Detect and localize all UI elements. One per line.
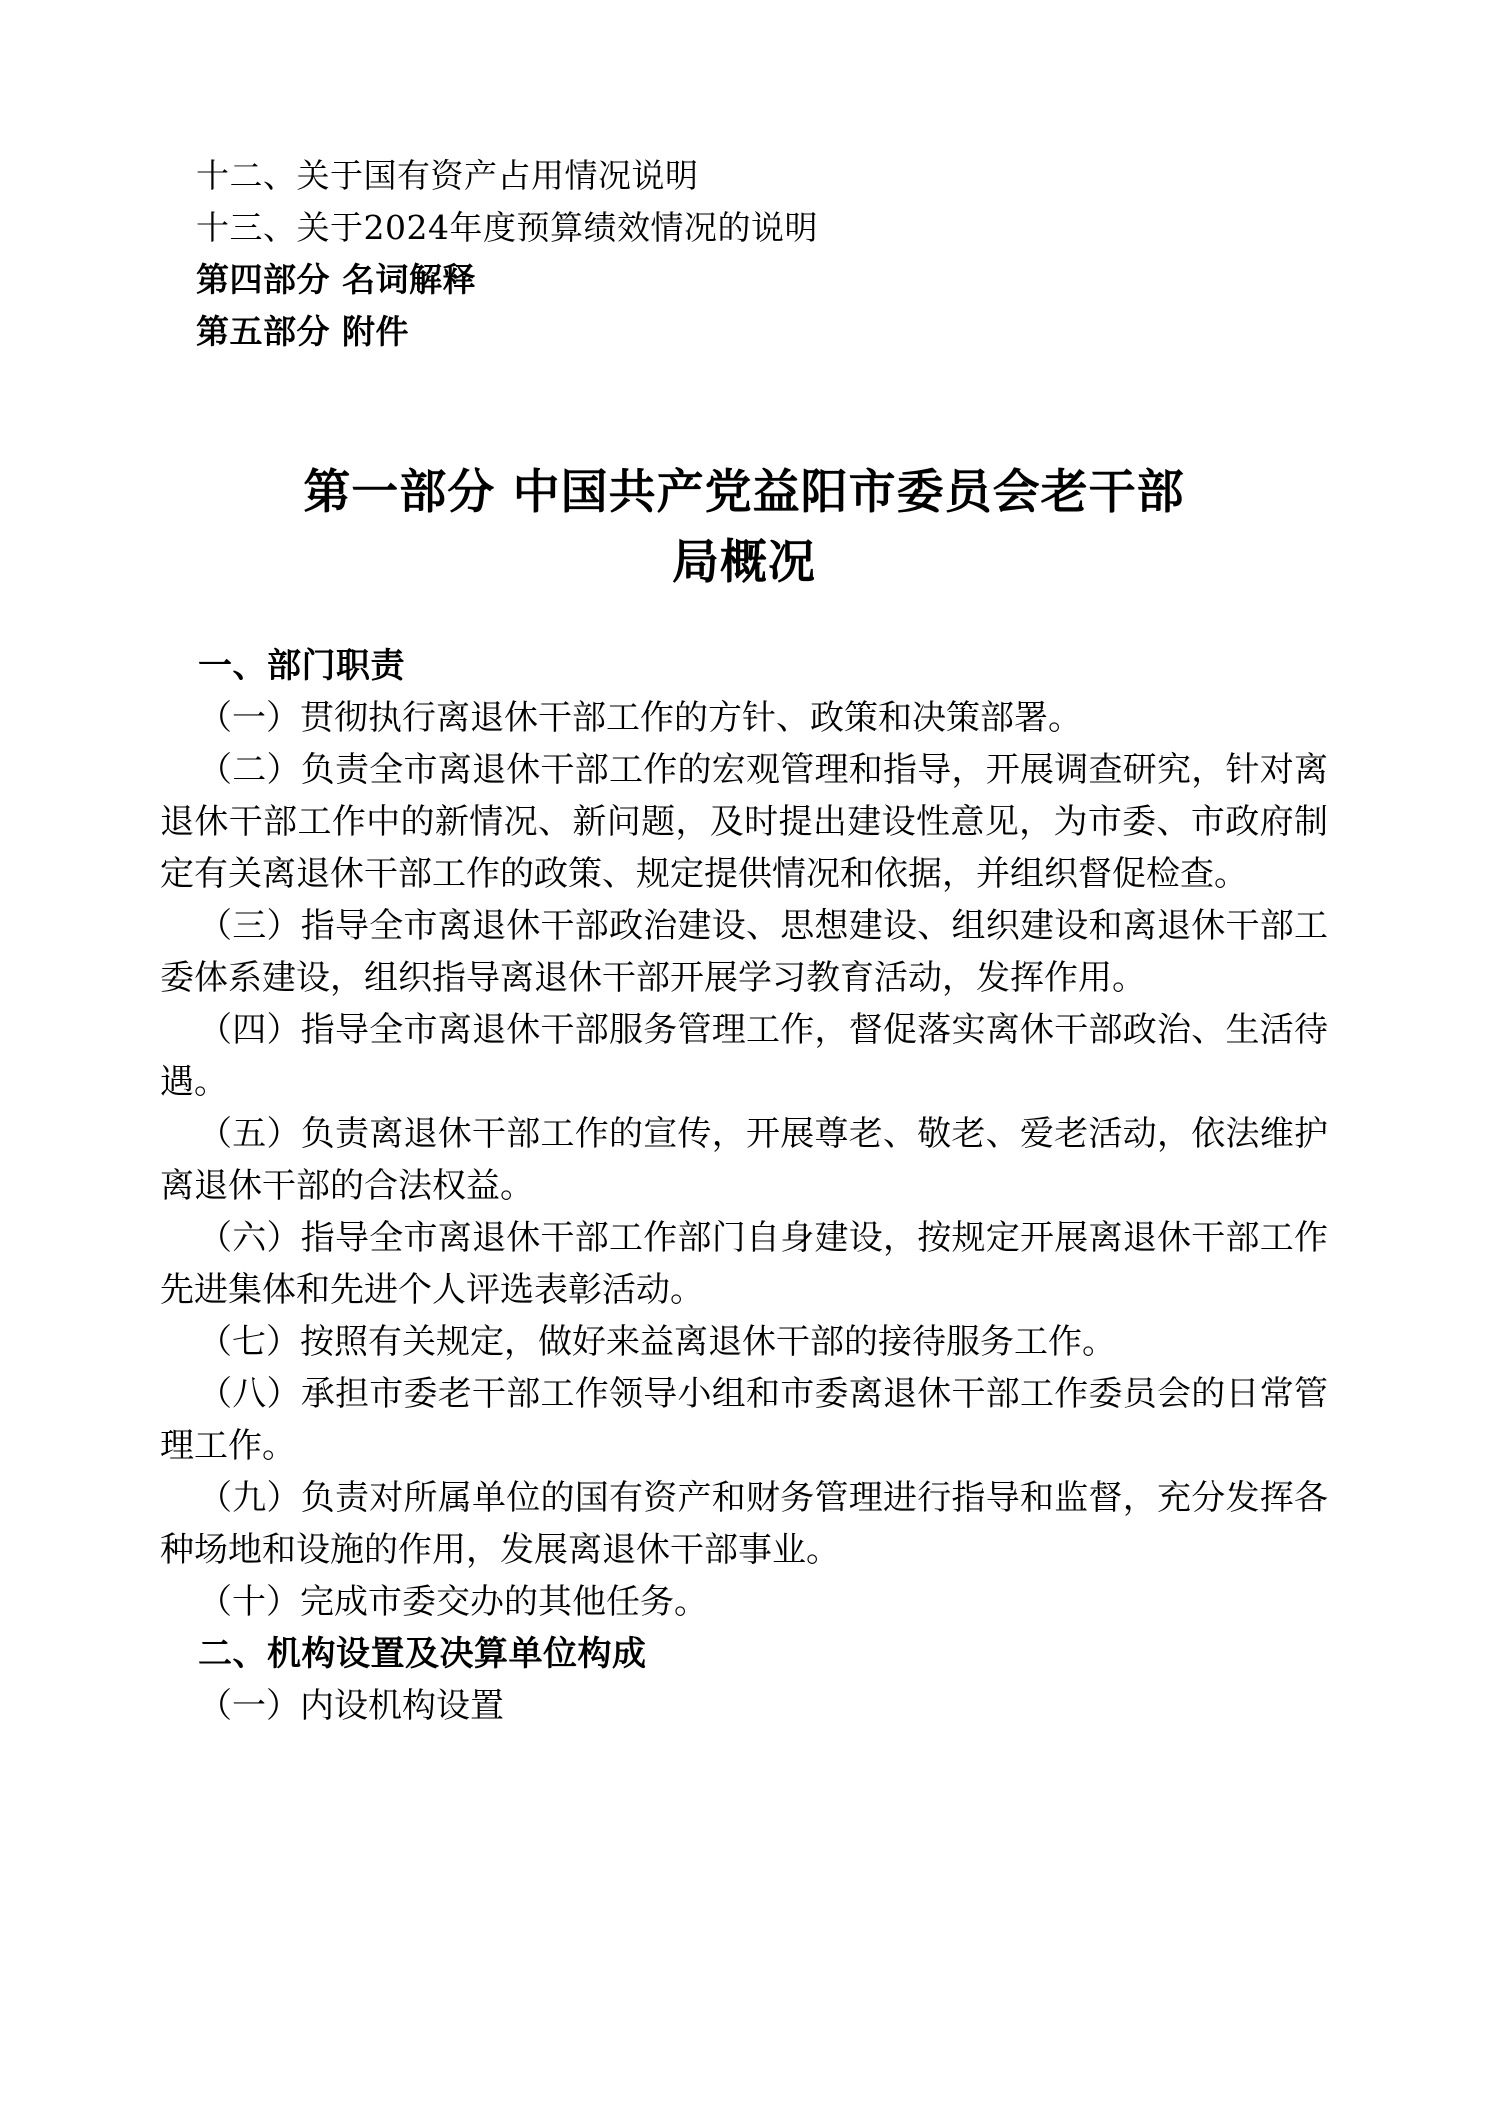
duty-paragraph: （三）指导全市离退休干部政治建设、思想建设、组织建设和离退休干部工委体系建设，组织指导离退休干部开展学习教育活动，发挥作用。 <box>160 906 1328 998</box>
table-of-contents <box>160 150 1328 358</box>
toc-item: 十三、关于2024年度预算绩效情况的说明 <box>196 208 818 247</box>
section-heading-duties: 一、部门职责 <box>198 646 405 686</box>
page-title-line-1: 第一部分 中国共产党益阳市委员会老干部 <box>303 465 1185 520</box>
duty-paragraph: （八）承担市委老干部工作领导小组和市委离退休干部工作委员会的日常管理工作。 <box>160 1374 1328 1466</box>
duty-paragraph: （一）贯彻执行离退休干部工作的方针、政策和决策部署。 <box>198 698 1082 738</box>
duty-paragraph: （四）指导全市离退休干部服务管理工作，督促落实离休干部政治、生活待遇。 <box>160 1010 1328 1102</box>
duty-paragraph: （十）完成市委交办的其他任务。 <box>198 1582 708 1622</box>
toc-item: 第四部分 名词解释 <box>196 260 476 299</box>
page-title-line-2: 局概况 <box>672 535 816 590</box>
duty-paragraph: （九）负责对所属单位的国有资产和财务管理进行指导和监督，充分发挥各种场地和设施的作用，发展离退休干部事业。 <box>160 1478 1328 1570</box>
toc-item: 第五部分 附件 <box>196 312 409 351</box>
duty-paragraph: （五）负责离退休干部工作的宣传，开展尊老、敬老、爱老活动，依法维护离退休干部的合法权益。 <box>160 1114 1328 1206</box>
duty-paragraph: （七）按照有关规定，做好来益离退休干部的接待服务工作。 <box>198 1322 1116 1362</box>
structure-subitem: （一）内设机构设置 <box>198 1686 504 1726</box>
page-title <box>160 458 1328 598</box>
toc-item: 十二、关于国有资产占用情况说明 <box>196 156 699 195</box>
section-heading-structure: 二、机构设置及决算单位构成 <box>198 1634 647 1674</box>
duty-paragraph: （二）负责全市离退休干部工作的宏观管理和指导，开展调查研究，针对离退休干部工作中的新情况、新问题，及时提出建设性意见，为市委、市政府制定有关离退休干部工作的政策、规定提供情况和依据，并组织督促检查。 <box>160 750 1328 894</box>
duty-paragraph: （六）指导全市离退休干部工作部门自身建设，按规定开展离退休干部工作先进集体和先进个人评选表彰活动。 <box>160 1218 1328 1310</box>
